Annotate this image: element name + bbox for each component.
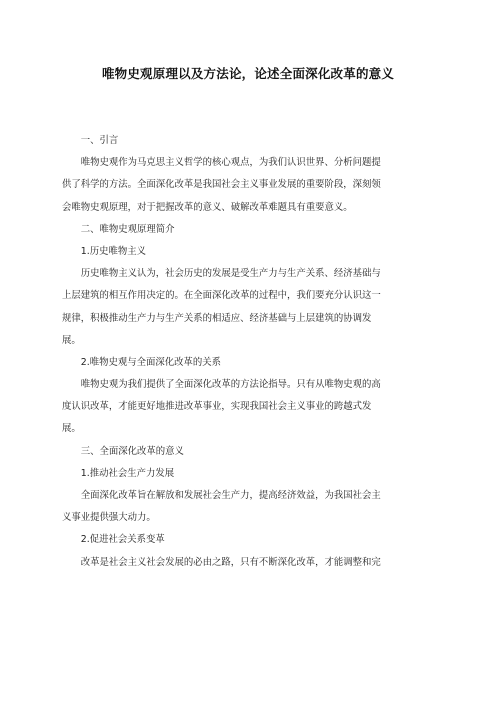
document-body (62, 130, 434, 574)
subheading-relationship: 2.唯物史观与全面深化改革的关系 (80, 356, 221, 368)
document-title: 唯物史观原理以及方法论，论述全面深化改革的意义 (101, 66, 395, 81)
paragraph-line: 义事业提供强大动力。 (62, 512, 156, 524)
paragraph-line: 规律，积极推动生产力与生产关系的相适应、经济基础与上层建筑的协调发 (62, 312, 372, 324)
paragraph-line: 上层建筑的相互作用决定的。在全面深化改革的过程中，我们要充分认识这一 (62, 290, 381, 302)
subheading-historical-materialism: 1.历史唯物主义 (80, 245, 146, 257)
paragraph-line: 会唯物史观原理，对于把握改革的意义、破解改革难题具有重要意义。 (62, 201, 353, 213)
paragraph-line: 度认识改革，才能更好地推进改革事业，实现我国社会主义事业的跨越式发 (62, 401, 372, 413)
section-heading-intro: 一、引言 (80, 135, 119, 146)
paragraph-line: 历史唯物主义认为，社会历史的发展是受生产力与生产关系、经济基础与 (80, 268, 381, 280)
subheading-productivity: 1.推动社会生产力发展 (80, 467, 175, 479)
paragraph-line: 全面深化改革旨在解放和发展社会生产力，提高经济效益，为我国社会主 (80, 490, 381, 501)
subheading-social-relations: 2.促进社会关系变革 (80, 534, 165, 546)
paragraph-line: 供了科学的方法。全面深化改革是我国社会主义事业发展的重要阶段，深刻领 (62, 179, 381, 191)
paragraph-line: 展。 (62, 334, 81, 346)
paragraph-line: 改革是社会主义社会发展的必由之路，只有不断深化改革，才能调整和完 (80, 556, 381, 568)
paragraph-line: 唯物史观作为马克思主义哲学的核心观点，为我们认识世界、分析问题提 (80, 157, 381, 169)
paragraph-line: 唯物史观为我们提供了全面深化改革的方法论指导。只有从唯物史观的高 (80, 379, 381, 391)
paragraph-line: 展。 (62, 423, 81, 435)
section-heading-significance: 三、全面深化改革的意义 (80, 445, 184, 457)
section-heading-principles: 二、唯物史观原理简介 (80, 223, 175, 235)
